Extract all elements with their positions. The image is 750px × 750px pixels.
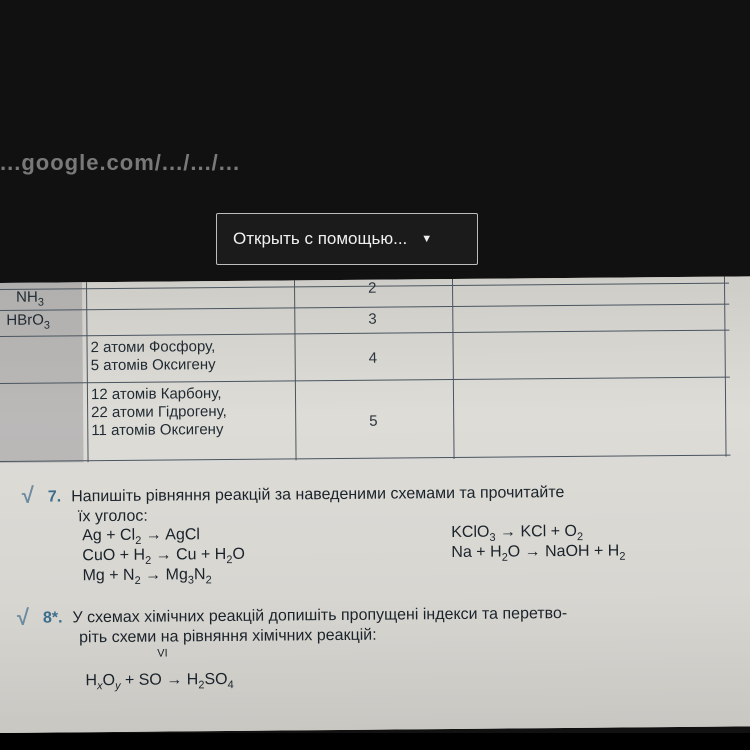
chevron-down-icon: ▼ bbox=[421, 233, 433, 245]
url-bar-fragment: ...google.com/.../.../... bbox=[0, 150, 241, 175]
atoms-cell bbox=[90, 338, 215, 375]
equation: $Ag + Cl_2$ → AgCl bbox=[82, 526, 201, 547]
equation: $H_xO_y$ + SO → $H_2SO_4$ bbox=[85, 670, 234, 693]
task8-line: ріть схеми на рівняння хімічних реакцій: bbox=[79, 626, 377, 647]
task8-number: 8*. bbox=[42, 609, 63, 627]
row-number: 5 bbox=[369, 412, 378, 430]
checkmark-icon: √ bbox=[21, 482, 35, 508]
task7-line: їх уголос: bbox=[77, 507, 148, 526]
equation: KClO$_3$ → KCl + $O_2$ bbox=[451, 522, 584, 544]
atoms-line: 2 атоми Фосфору, bbox=[90, 338, 216, 357]
row-number: 4 bbox=[368, 349, 378, 367]
row-number: 3 bbox=[368, 310, 377, 328]
bottom-edge bbox=[0, 733, 750, 750]
equation: $Na + H_2O$ → NaOH + $H_2$ bbox=[451, 542, 626, 564]
checkmark-icon: √ bbox=[16, 604, 30, 630]
open-with-button[interactable] bbox=[216, 213, 478, 265]
atoms-line: 11 атомів Оксигену bbox=[91, 421, 224, 440]
task7-line: Напишіть рівняння реакцій за наведеними схемами та прочитайте bbox=[71, 484, 565, 506]
atoms-line: 22 атоми Гідрогену, bbox=[91, 402, 227, 422]
textbook-page bbox=[0, 276, 750, 733]
formula-hbro3: HBrO$_3$ bbox=[6, 311, 51, 332]
atoms-cell bbox=[91, 385, 227, 440]
formula-nh3: $NH_3$ bbox=[16, 288, 45, 309]
open-with-label: Открыть с помощью... bbox=[233, 229, 408, 248]
equation: $Mg + N_2 \to Mg_3N_2$ bbox=[82, 566, 212, 587]
row-number: 2 bbox=[367, 279, 377, 297]
valence-mark: VI bbox=[157, 647, 168, 660]
equation: CuO + $H_2 \to Cu + H_2O$ bbox=[82, 545, 245, 567]
task7-number: 7. bbox=[47, 488, 62, 506]
atoms-line: 5 атомів Оксигену bbox=[90, 356, 216, 375]
task8-line: У схемах хімічних реакцій допишіть пропущені індекси та перетво- bbox=[72, 605, 568, 627]
atoms-line: 12 атомів Карбону, bbox=[90, 385, 222, 404]
